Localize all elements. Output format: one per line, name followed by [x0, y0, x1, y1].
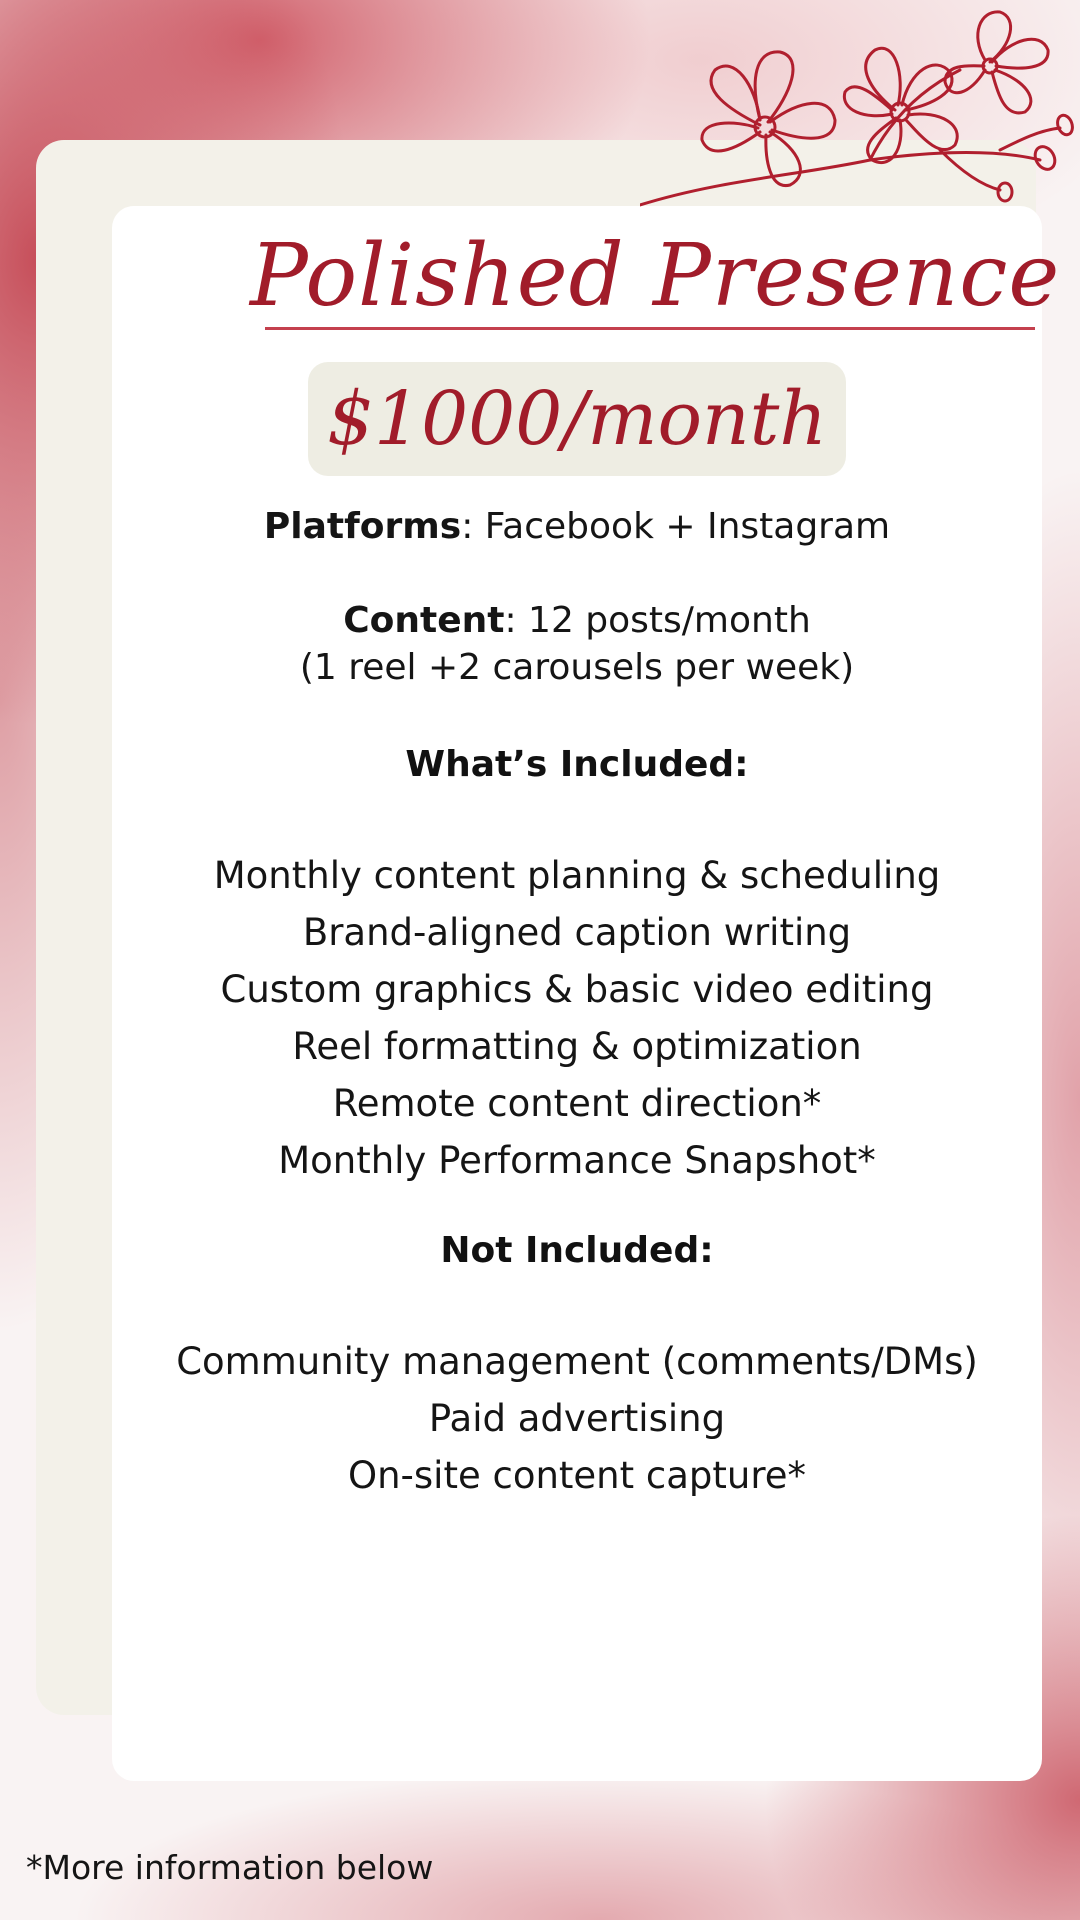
- list-item: Custom graphics & basic video editing: [220, 968, 934, 1011]
- not-included-list: [112, 1333, 1042, 1504]
- blossom-1: [702, 52, 835, 186]
- list-item: Monthly content planning & scheduling: [213, 854, 941, 897]
- price-badge: [308, 362, 846, 476]
- cherry-blossom-icon: [640, 0, 1080, 210]
- not-included-heading: Not Included:: [440, 1230, 714, 1271]
- footnote: *More information below: [26, 1848, 434, 1887]
- platforms-label: Platforms: [263, 506, 462, 547]
- list-item: Brand-aligned caption writing: [302, 911, 852, 954]
- package-title: Polished Presence: [250, 226, 1061, 326]
- title-divider: [265, 327, 1035, 330]
- list-item: Reel formatting & optimization: [292, 1025, 862, 1068]
- blossom-3: [945, 12, 1048, 113]
- blossom-2: [844, 48, 957, 162]
- content-line: [112, 600, 1042, 641]
- list-item: Paid advertising: [428, 1397, 726, 1440]
- platforms-value: : Facebook + Instagram: [461, 506, 891, 547]
- package-price: $1000/month: [326, 376, 828, 462]
- platforms-line: [112, 506, 1042, 547]
- list-item: Remote content direction*: [332, 1082, 822, 1125]
- included-heading: What’s Included:: [405, 744, 749, 785]
- included-list: [112, 847, 1042, 1189]
- list-item: On-site content capture*: [347, 1454, 807, 1497]
- list-item: Monthly Performance Snapshot*: [278, 1139, 876, 1182]
- content-label: Content: [343, 600, 505, 641]
- content-note: (1 reel +2 carousels per week): [299, 647, 855, 688]
- list-item: Community management (comments/DMs): [176, 1340, 978, 1383]
- content-value: : 12 posts/month: [504, 600, 811, 641]
